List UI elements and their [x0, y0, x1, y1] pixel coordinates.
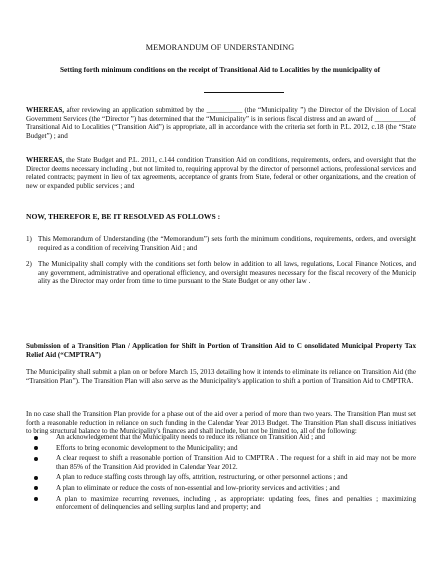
resolution-item [26, 235, 416, 252]
resolution-list [26, 235, 416, 294]
whereas-paragraph-2 [26, 156, 416, 190]
bullet-icon [34, 436, 38, 440]
whereas-lead: WHEREAS, [26, 156, 65, 164]
resolution-item [26, 260, 416, 286]
section-heading: Submission of a Transition Plan / Application for Shift in Portion of Transition Aid to C onsolidated Municipal Property Tax Relief Aid (“CMPTRA”) [26, 342, 416, 359]
list-item: An acknowledgement that the Municipality needs to reduce its reliance on Transition Aid ; and [34, 433, 416, 442]
list-item: A plan to maximize recurring revenues, including , as appropriate: updating fees, fines and penalties ; maximizing enforcement of delinquencies and selling surplus land and property; and [34, 495, 416, 512]
bullet-icon [34, 486, 38, 490]
bullet-icon [34, 476, 38, 480]
whereas-lead: WHEREAS, [26, 106, 65, 114]
document-subtitle: Setting forth minimum conditions on the receipt of Transitional Aid to Localities by the municipality of [59, 65, 381, 74]
list-item: A plan to reduce staffing costs through lay offs, attrition, restructuring, or other personnel actions ; and [34, 473, 416, 482]
resolution-number: 2) [26, 260, 32, 269]
bullet-icon [34, 457, 38, 461]
bullet-icon [34, 497, 38, 501]
whereas-text: after reviewing an application submitted by the __________ (the “Municipality ”) the Director of the Division of Local Government Services (the “Director ”) has determined that the “Municipality” is in serious fiscal distress and an award of __________of Transitional Aid to Localities (“Transition Aid”) is appropriate, all in accordance with the criteria set forth in P.L. 2012, c.18 (the “State Budget”) ; and [26, 106, 416, 140]
transition-plan-paragraph: The Municipality shall submit a plan on or before March 15, 2013 detailing how it intends to eliminate its reliance on Transition Aid (the “Transition Plan”). The Transition Plan will also serve as the Municipality's application to shift a portion of Transition Aid to CMPTRA. [26, 368, 416, 385]
resolution-text: This Memorandum of Understanding (the “Memorandum”) sets forth the minimum conditions, requirements, orders, and oversight required as a condition of receiving Transition Aid ; and [38, 235, 416, 252]
resolved-heading: NOW, THEREFOR E, BE IT RESOLVED AS FOLLOWS : [26, 212, 221, 221]
list-item: A clear request to shift a reasonable portion of Transition Aid to CMPTRA . The request for a shift in aid may not be more than 85% of the Transition Aid provided in Calendar Year 2012. [34, 454, 416, 471]
list-item: Efforts to bring economic development to the Municipality; and [34, 444, 416, 453]
resolution-number: 1) [26, 235, 32, 243]
list-item: A plan to eliminate or reduce the costs of non-essential and low-priority services and activities ; and [34, 484, 416, 493]
municipality-name-blank [204, 92, 284, 93]
document-title: MEMORANDUM OF UNDERSTANDING [145, 43, 295, 52]
bullet-icon [34, 446, 38, 450]
resolution-text: The Municipality shall comply with the conditions set forth below in addition to all laws, regulations, Local Finance Notices, and any government, administrative and operational efficiency, and oversight measures necessary for the fiscal recovery of the Municip ality as the Director may order from time to time pursuant to the State Budget or any other law . [38, 260, 416, 286]
plan-requirements-paragraph: In no case shall the Transition Plan provide for a phase out of the aid over a period of more than two years. The Transition Plan must set forth a reasonable reduction in reliance on such funding in the Calendar Year 2013 Budget. The Transition Plan shall discuss initiatives to bring structural balance to the Municipality's finances and shall include, but not be limited to, all of the following: [26, 410, 416, 436]
whereas-paragraph-1 [26, 106, 416, 140]
whereas-text: the State Budget and P.L. 2011, c.144 condition Transition Aid on conditions, requirements, orders, and oversight that the Director deems necessary including , but not limited to, requiring approval by the director of personnel actions, professional services and related contracts; payment in lieu of tax agreements, acceptance of grants from State, federal or other organizations, and the creation of new or expanded public services ; and [26, 156, 416, 190]
plan-requirements-list [34, 433, 416, 514]
